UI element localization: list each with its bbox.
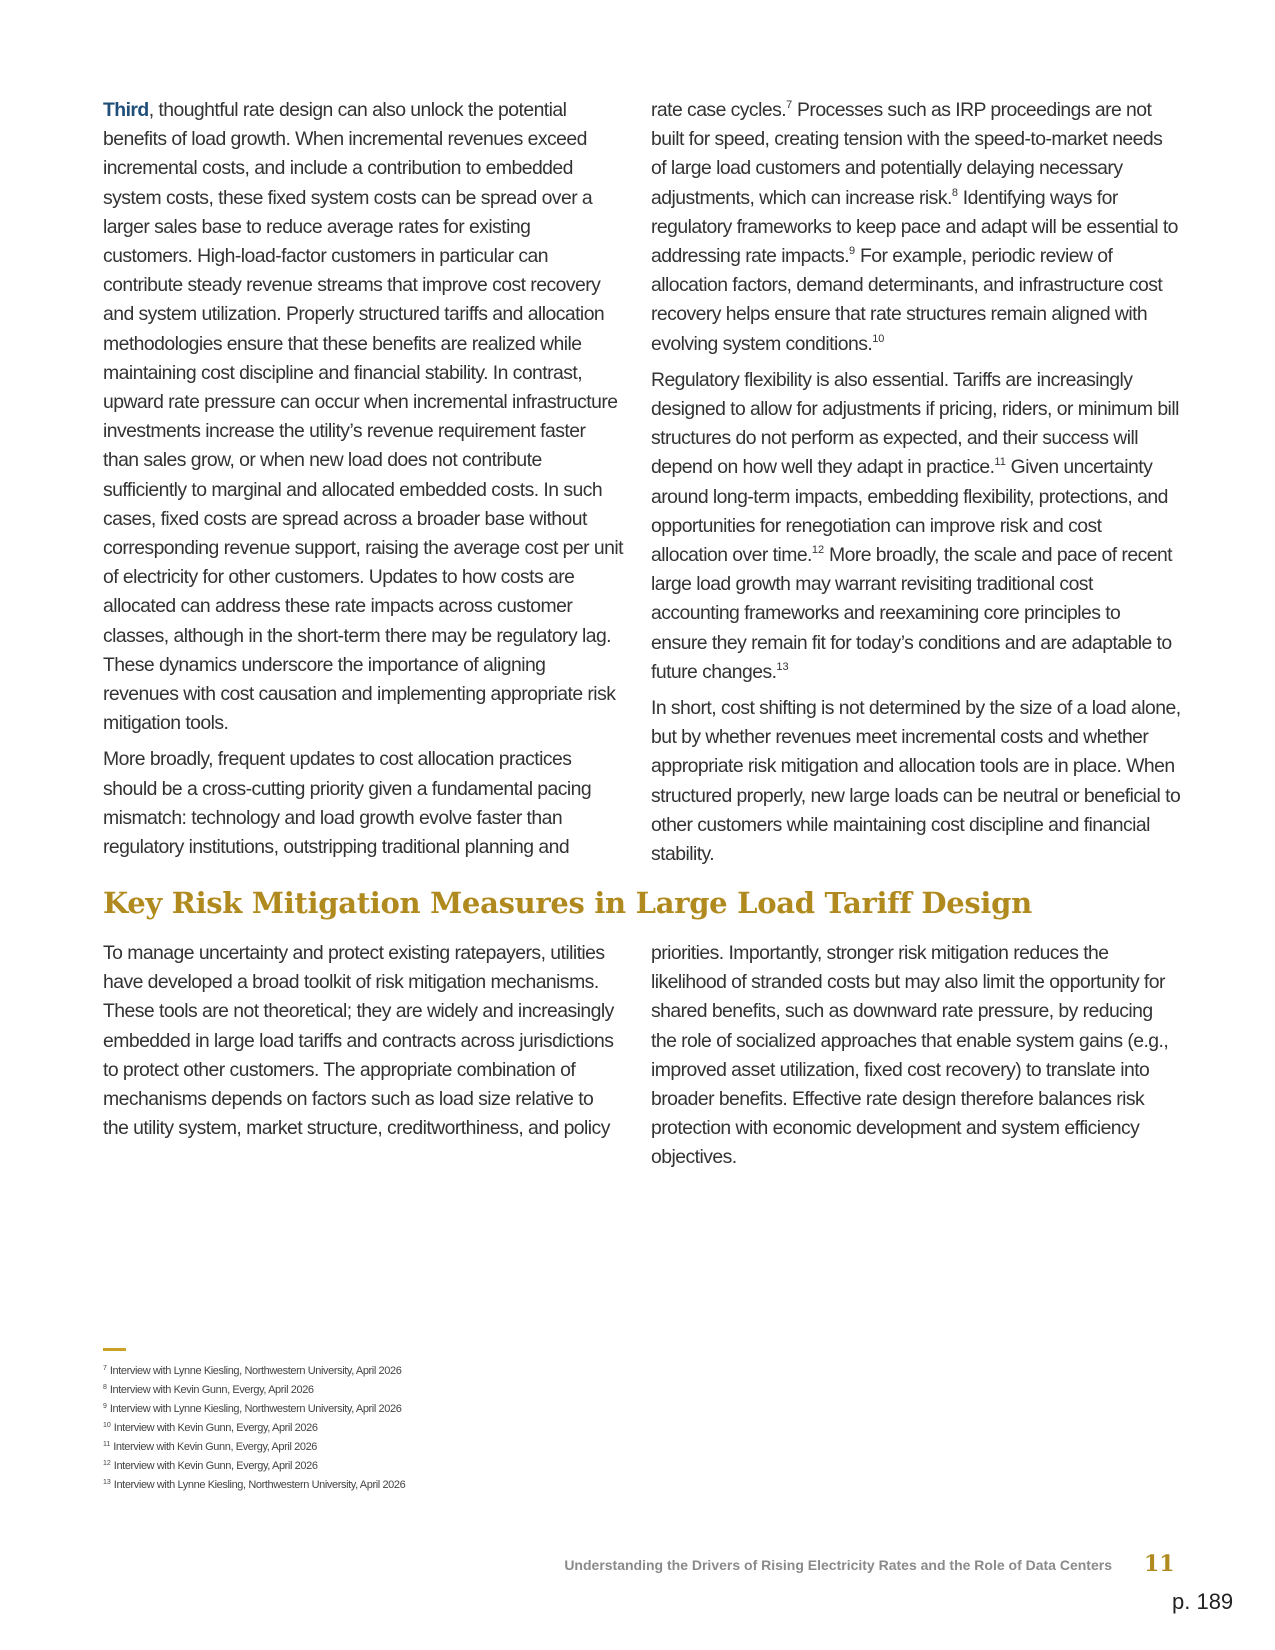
body-column-right <box>651 96 1181 876</box>
paragraph-cost-allocation: More broadly, frequent updates to cost allocation practices should be a cross-cutting priority given a fundamental pacing mismatch: technology and load growth evolve faster than regulatory institutions, outstripping traditional planning and <box>103 748 592 859</box>
footnote-number: 7 <box>103 1365 107 1372</box>
text-run: Identifying ways for regulatory frameworks to keep pace and adapt will be essential to addressing rate impacts. <box>651 186 1178 268</box>
footnote <box>103 1457 405 1476</box>
section-column-left <box>103 939 623 1150</box>
text-run: Processes such as IRP proceedings are not built for speed, creating tension with the speed-to-market needs of large load customers and potentially delaying necessary adjustments, which can increase risk. <box>651 99 1163 209</box>
footnote-list <box>103 1362 405 1495</box>
paragraph-in-short: In short, cost shifting is not determined by the size of a load alone, but by whether revenues meet incremental costs and whether appropriate risk mitigation and allocation tools are in place. When structured properly, new large loads can be neutral or beneficial to other customers while maintaining cost discipline and financial stability. <box>651 697 1181 866</box>
paragraph-rate-case-cycles <box>651 96 1181 359</box>
paragraph-rate-design <box>103 96 623 738</box>
footnote <box>103 1400 405 1419</box>
footnote-ref[interactable]: 8 <box>951 186 958 199</box>
footnote-number: 12 <box>103 1460 111 1467</box>
footnote-ref[interactable]: 13 <box>776 660 789 673</box>
paragraph-regulatory-flexibility <box>651 366 1181 687</box>
page-marker: p. 189 <box>1172 1589 1234 1614</box>
footnote-ref[interactable]: 11 <box>994 456 1006 469</box>
footnote <box>103 1438 405 1457</box>
paragraph-text: , thoughtful rate design can also unlock the potential benefits of load growth. When incremental revenues exceed incremental costs, and include a contribution to embedded system costs, these fixed system costs can be spread over a larger sales base to reduce average rates for existing customers. High-load-factor customers in particular can contribute steady revenue streams that improve cost recovery and system utilization. Properly structured tariffs and allocation methodologies ensure that these benefits are realized while maintaining cost discipline and financial stability. In contrast, upward rate pressure can occur when incremental infrastructure investments increase the utility’s revenue requirement faster than sales grow, or when new load does not contribute sufficiently to marginal and allocated embedded costs. In such cases, fixed costs are spread across a broader base without corresponding revenue support, raising the average cost per unit of electricity for other customers. Updates to how costs are allocated can address these rate impacts across customer classes, although in the short-term there may be regulatory lag. These dynamics underscore the importance of aligning revenues with cost causation and implementing appropriate risk mitigation tools. <box>103 99 623 735</box>
footnote-number: 11 <box>103 1441 111 1448</box>
lead-word: Third <box>103 99 149 121</box>
text-run: rate case cycles. <box>651 99 787 121</box>
footnote-text: Interview with Kevin Gunn, Evergy, April 2026 <box>113 1422 318 1434</box>
footnote-number: 13 <box>103 1479 111 1486</box>
text-run: More broadly, the scale and pace of recent large load growth may warrant revisiting traditional cost accounting frameworks and reexamining core principles to ensure they remain fit for today’s conditions and are adaptable to future changes. <box>651 544 1173 683</box>
footnote <box>103 1381 405 1400</box>
footnote <box>103 1419 405 1438</box>
footnote-text: Interview with Kevin Gunn, Evergy, April 2026 <box>109 1384 314 1396</box>
footnote-text: Interview with Kevin Gunn, Evergy, April 2026 <box>113 1441 318 1453</box>
paragraph-toolkit: To manage uncertainty and protect existing ratepayers, utilities have developed a broad toolkit of risk mitigation mechanisms. These tools are not theoretical; they are widely and increasingly embedded in large load tariffs and contracts across jurisdictions to protect other customers. The appropriate combination of mechanisms depends on factors such as load size relative to the utility system, market structure, creditworthiness, and policy <box>103 942 614 1140</box>
footnote-ref[interactable]: 10 <box>872 332 885 345</box>
section-heading: Key Risk Mitigation Measures in Large Load Tariff Design <box>103 886 1032 920</box>
footnote-text: Interview with Kevin Gunn, Evergy, April 2026 <box>113 1460 318 1472</box>
text-run: Regulatory flexibility is also essential. Tariffs are increasingly designed to allow for adjustments if pricing, riders, or minimum bill structures do not perform as expected, and their success will depend on how well they adapt in practice. <box>651 368 1179 479</box>
footnote <box>103 1476 405 1495</box>
footnote <box>103 1362 405 1381</box>
footnote-number: 8 <box>103 1384 107 1391</box>
footnote-ref[interactable]: 9 <box>849 245 856 258</box>
running-title: Understanding the Drivers of Rising Electricity Rates and the Role of Data Centers <box>564 1557 1112 1573</box>
section-column-right <box>651 939 1181 1180</box>
footnote-ref[interactable]: 7 <box>786 99 793 111</box>
footnote-number: 10 <box>103 1422 111 1429</box>
footnote-divider <box>103 1348 126 1351</box>
text-run: Given uncertainty around long-term impacts, embedding flexibility, protections, and opportunities for renegotiation can improve risk and cost allocation over time. <box>651 456 1168 567</box>
footnote-text: Interview with Lynne Kiesling, Northwestern University, April 2026 <box>109 1403 402 1415</box>
footnote-ref[interactable]: 12 <box>811 544 825 557</box>
footnote-text: Interview with Lynne Kiesling, Northwestern University, April 2026 <box>113 1479 406 1491</box>
page-number: 11 <box>1144 1551 1175 1577</box>
footnote-text: Interview with Lynne Kiesling, Northwestern University, April 2026 <box>109 1365 402 1377</box>
text-run: For example, periodic review of allocation factors, demand determinants, and infrastructure cost recovery helps ensure that rate structures remain aligned with evolving system conditions. <box>651 245 1163 355</box>
footnote-number: 9 <box>103 1403 107 1410</box>
paragraph-priorities: priorities. Importantly, stronger risk mitigation reduces the likelihood of stranded costs but may also limit the opportunity for shared benefits, such as downward rate pressure, by reducing the role of socialized approaches that enable system gains (e.g., improved asset utilization, fixed cost recovery) to translate into broader benefits. Effective rate design therefore balances risk protection with economic development and system efficiency objectives. <box>651 942 1169 1169</box>
body-column-left <box>103 96 623 869</box>
